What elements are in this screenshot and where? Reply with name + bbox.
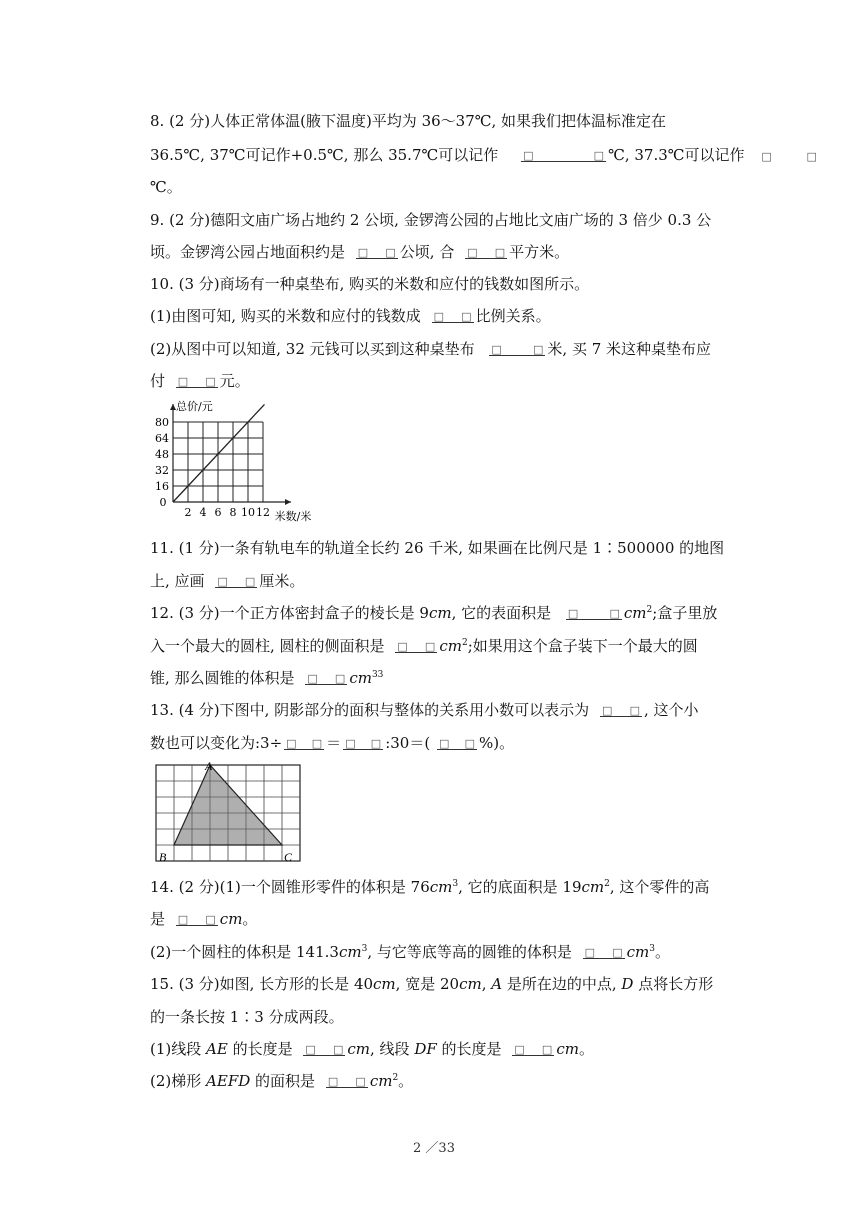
answer-blank[interactable]: □ □ — [356, 242, 398, 259]
q11-line2: 上, 应画 □ □ 厘米。 — [150, 572, 305, 590]
q10-part1: (1)由图可知, 购买的米数和应付的钱数成 □ □ 比例关系。 — [150, 307, 551, 325]
answer-blank[interactable]: □ □ — [566, 603, 622, 620]
x-tick-label: 12 — [256, 506, 270, 519]
q15-line2: 的一条长按 1∶3 分成两段。 — [150, 1008, 344, 1026]
answer-blank[interactable]: □ □ — [583, 942, 625, 959]
x-tick-label: 6 — [214, 506, 222, 519]
x-axis-arrow — [285, 499, 291, 505]
q14-line3: (2)一个圆柱的体积是 $141.3cm^3$, 与它等底等高的圆锥的体积是 □ □ $cm^3$。 — [150, 943, 671, 961]
answer-blank[interactable]: □ □ — [343, 733, 383, 750]
q12-line3: 锥, 那么圆锥的体积是 □ □ $cm^{33}$ — [150, 669, 384, 687]
x-tick-label: 4 — [199, 506, 207, 519]
answer-blank[interactable]: □ □ — [176, 371, 218, 388]
answer-blank-mark[interactable]: □ — [761, 150, 772, 163]
q14-line2: 是 □ □ cm。 — [150, 910, 258, 928]
x-tick-label: 2 — [184, 506, 192, 519]
answer-blank[interactable]: □ □ — [437, 733, 477, 750]
answer-blank[interactable]: □ □ — [489, 339, 545, 356]
q13-line1: 13. (4 分)下图中, 阴影部分的面积与整体的关系用小数可以表示为 □ □ , 这个小 — [150, 701, 699, 719]
answer-blank[interactable]: □ □ — [284, 733, 324, 750]
q12-line2: 入一个最大的圆柱, 圆柱的侧面积是 □ □ $cm^2$;如果用这个盒子装下一个最大的圆 — [150, 637, 698, 655]
y-tick-label: 16 — [155, 480, 169, 493]
y-tick-label: 80 — [155, 416, 169, 429]
y-tick-label: 48 — [155, 448, 169, 461]
shaded-triangle-grid — [152, 759, 304, 869]
label-c: C — [284, 850, 293, 864]
answer-blank[interactable]: □ □ — [305, 668, 347, 685]
answer-blank-mark[interactable]: □ — [806, 150, 817, 163]
q9-line2: 顷。金锣湾公园占地面积约是 □ □ 公顷, 合 □ □ 平方米。 — [150, 243, 570, 261]
label-a: A — [205, 759, 213, 773]
price-line-chart — [143, 396, 343, 528]
q15-part2: (2)梯形 AEFD 的面积是 □ □ $cm^2$。 — [150, 1072, 414, 1090]
series-line — [173, 404, 265, 502]
answer-blank[interactable]: □ □ — [600, 700, 642, 717]
q13-line2: 数也可以变化为:3÷ □ □ ＝ □ □ :30＝( □ □ %)。 — [150, 734, 515, 752]
q15-line1: 15. (3 分)如图, 长方形的长是 40cm, 宽是 20cm, A 是所在边的中点, D 点将长方形 — [150, 975, 714, 993]
y-tick-label: 64 — [155, 432, 169, 445]
answer-blank[interactable]: □ □ — [432, 306, 474, 323]
answer-blank[interactable]: □ □ — [521, 145, 606, 162]
x-axis-title: 米数/米 — [274, 510, 312, 523]
answer-blank[interactable]: □ □ — [176, 909, 218, 926]
label-b: B — [159, 850, 167, 864]
answer-blank[interactable]: □ □ — [465, 242, 507, 259]
q10-part3: 付 □ □ 元。 — [150, 372, 250, 390]
y-axis-title: 总价/元 — [176, 400, 213, 413]
q8-line1: 8. (2 分)人体正常体温(腋下温度)平均为 36～37℃, 如果我们把体温标准定在 — [150, 112, 667, 130]
y-tick-label: 32 — [155, 464, 169, 477]
q14-line1: 14. (2 分)(1)一个圆锥形零件的体积是 $76cm^3$, 它的底面积是 $19cm^2$, 这个零件的高 — [150, 878, 710, 896]
page-number: 2 ／33 — [413, 1141, 455, 1156]
origin-label: 0 — [159, 496, 167, 509]
x-tick-label: 10 — [241, 506, 255, 519]
answer-blank[interactable]: □ □ — [326, 1071, 368, 1088]
q8-line2: 36.5℃, 37℃可记作+0.5℃, 那么 35.7℃可以记作 □ □ ℃, 37.3℃可以记作 □ □ — [150, 146, 817, 164]
answer-blank[interactable]: □ □ — [512, 1039, 554, 1056]
q8-line3: ℃。 — [150, 178, 182, 196]
q15-part1: (1)线段 AE 的长度是 □ □ cm, 线段 DF 的长度是 □ □ cm。 — [150, 1040, 594, 1058]
q10-part2: (2)从图中可以知道, 32 元钱可以买到这种桌垫布 □ □ 米, 买 7 米这种桌垫布应 — [150, 340, 712, 358]
q9-line1: 9. (2 分)德阳文庙广场占地约 2 公顷, 金锣湾公园的占地比文庙广场的 3 倍少 0.3 公 — [150, 211, 712, 229]
q12-line1: 12. (3 分)一个正方体密封盒子的棱长是 9cm, 它的表面积是 □ □ $cm^2$;盒子里放 — [150, 604, 718, 622]
q10-line1: 10. (3 分)商场有一种桌垫布, 购买的米数和应付的钱数如图所示。 — [150, 275, 590, 293]
x-tick-label: 8 — [229, 506, 237, 519]
q11-line1: 11. (1 分)一条有轨电车的轨道全长约 26 千米, 如果画在比例尺是 1∶500000 的地图 — [150, 539, 725, 557]
answer-blank[interactable]: □ □ — [303, 1039, 345, 1056]
answer-blank[interactable]: □ □ — [215, 571, 257, 588]
answer-blank[interactable]: □ □ — [395, 636, 437, 653]
